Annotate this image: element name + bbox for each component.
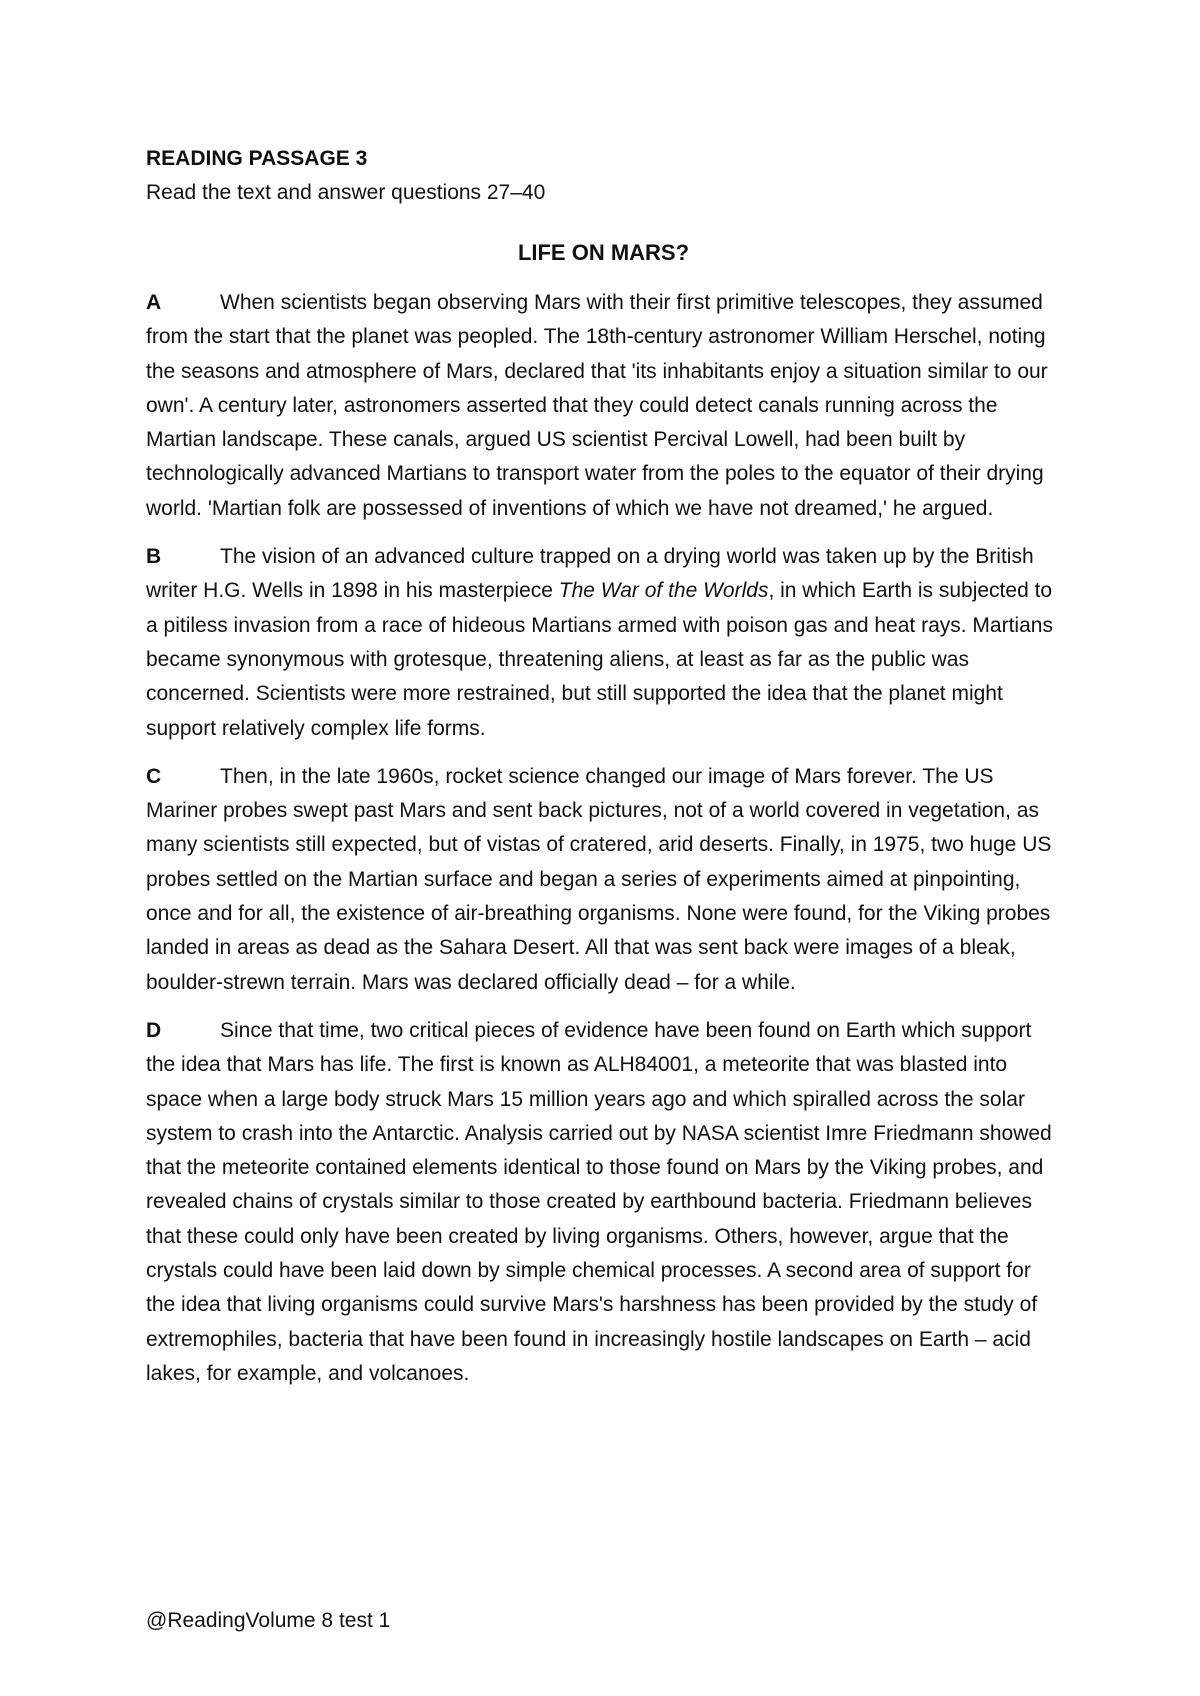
paragraph-text-b-start: The vision of an advanced culture trapped on a drying world was taken up by the British writer H.G. Wells in 1898 in his masterpiece <box>146 545 1034 603</box>
paragraph-d <box>146 1014 1061 1391</box>
paragraph-b <box>146 540 1061 746</box>
paragraph-letter-d: D <box>146 1018 162 1042</box>
paragraph-text-c: Then, in the late 1960s, rocket science changed our image of Mars forever. The US Mariner probes swept past Mars and sent back pictures, not of a world covered in vegetation, as many scientists still expected, but of vistas of cratered, arid deserts. Finally, in 1975, two huge US probes settled on the Martian surface and began a series of experiments aimed at pinpointing, once and for all, the existence of air-breathing organisms. None were found, for the Viking probes landed in areas as dead as the Sahara Desert. All that was sent back were images of a bleak, boulder-strewn terrain. Mars was declared officially dead – for a while. <box>146 764 1052 994</box>
paragraph-letter-c: C <box>146 764 162 788</box>
paragraph-c <box>146 760 1061 1000</box>
page-footer: @ReadingVolume 8 test 1 <box>146 1609 391 1632</box>
paragraph-text-d: Since that time, two critical pieces of evidence have been found on Earth which support the idea that Mars has life. The first is known as ALH84001, a meteorite that was blasted into space when a large body struck Mars 15 million years ago and which spiralled across the solar system to crash into the Antarctic. Analysis carried out by NASA scientist Imre Friedmann showed that the meteorite contained elements identical to those found on Mars by the Viking probes, and revealed chains of crystals similar to those created by earthbound bacteria. Friedmann believes that these could only have been created by living organisms. Others, however, argue that the crystals could have been laid down by simple chemical processes. A second area of support for the idea that living organisms could survive Mars's harshness has been provided by the study of extremophiles, bacteria that have been found in increasingly hostile landscapes on Earth – acid lakes, for example, and volcanoes. <box>146 1018 1052 1385</box>
passage-content <box>146 144 1061 1391</box>
passage-label: READING PASSAGE 3 <box>146 147 368 170</box>
paragraph-text-a: When scientists began observing Mars with their first primitive telescopes, they assumed from the start that the planet was peopled. The 18th-century astronomer William Herschel, noting the seasons and atmosphere of Mars, declared that 'its inhabitants enjoy a situation similar to our own'. A century later, astronomers asserted that they could detect canals running across the Martian landscape. These canals, argued US scientist Percival Lowell, had been built by technologically advanced Martians to transport water from the poles to the equator of their drying world. 'Martian folk are possessed of inventions of which we have not dreamed,' he argued. <box>146 291 1048 520</box>
paragraph-letter-a: A <box>146 291 162 314</box>
paragraph-a <box>146 286 1061 526</box>
paragraph-text-b-end: , in which Earth is subjected to a pitiless invasion from a race of hideous Martians armed with poison gas and heat rays. Martians became synonymous with grotesque, threatening aliens, at least as far as the public was concerned. Scientists were more restrained, but still supported the idea that the planet might support relatively complex life forms. <box>146 579 1053 740</box>
article-title: LIFE ON MARS? <box>517 240 690 265</box>
book-title: The War of the Worlds <box>558 579 769 603</box>
passage-instruction: Read the text and answer questions 27–40 <box>146 181 546 204</box>
paragraph-letter-b: B <box>146 545 162 569</box>
